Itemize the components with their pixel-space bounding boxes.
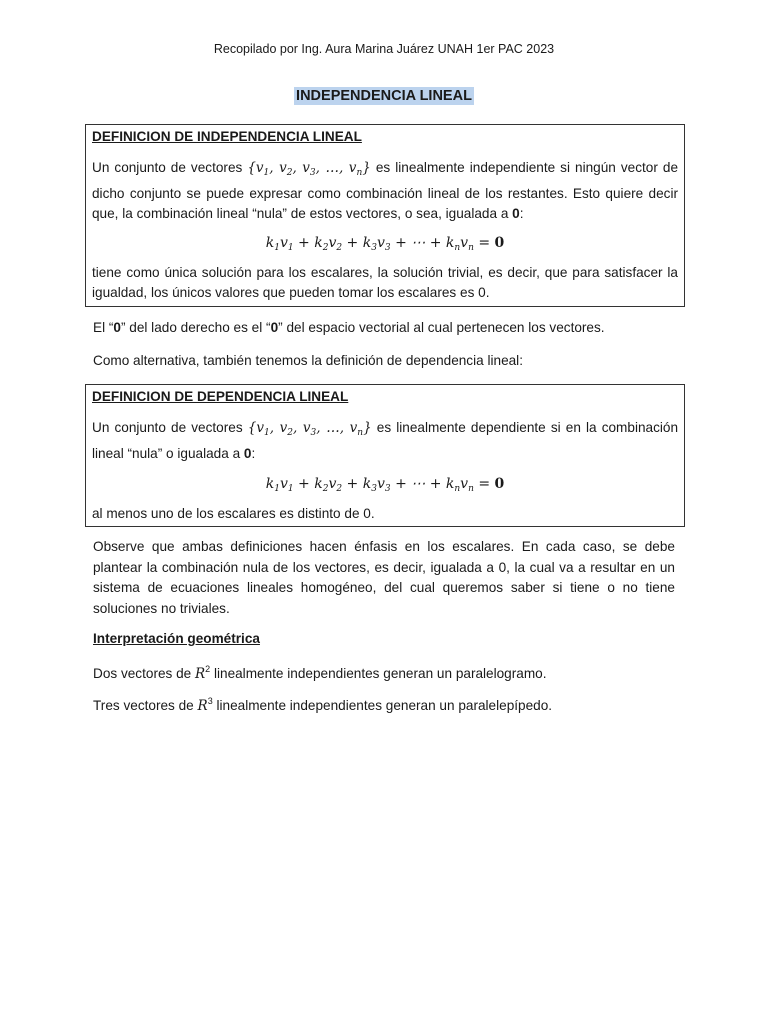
text: linealmente independientes generan un paralelepípedo.: [212, 698, 553, 713]
page-title: INDEPENDENCIA LINEAL: [296, 88, 472, 104]
solution-paragraph: tiene como única solución para los escalares, la solución trivial, es decir, que para satisfacer la igualdad, los únicos valores que pueden tomar los escalares es 0.: [92, 264, 678, 300]
exponent: 2: [205, 664, 211, 674]
text: ” del lado derecho es el “: [120, 320, 271, 335]
definition-box-independence: [85, 124, 685, 307]
page-title-wrap: [0, 88, 768, 104]
text: Un conjunto de vectores: [92, 160, 248, 175]
definition-paragraph: [92, 158, 678, 225]
r-symbol: R: [195, 666, 206, 682]
definition-box-dependence: [85, 384, 685, 527]
interp-line-r2: [93, 664, 675, 682]
observe-paragraph: Observe que ambas definiciones hacen énfasis en los escalares. En cada caso, se debe plantear la combinación nula de los vectores, es decir, igualada a 0, la cual va a resultar en un sistema de ecuaciones lineales homogéneo, del cual queremos saber si tiene o no tiene soluciones no triviales.: [93, 539, 675, 616]
exponent: 3: [207, 696, 213, 706]
zero-bold: 0: [113, 320, 121, 335]
zero-bold: 0: [270, 320, 279, 335]
interp-line-r3: [93, 696, 675, 714]
conclusion-paragraph: al menos uno de los escalares es distinto de 0.: [92, 506, 375, 521]
equation: $k_1v_1 + k_2v_2 + k_3v_3$ + ⋯ + $k_nv_n = 0$: [265, 234, 505, 253]
page-header: Recopilado por Ing. Aura Marina Juárez UNAH 1er PAC 2023: [213, 42, 555, 56]
text: es linealmente independiente si ningún vector de dicho conjunto se puede expresar como combinación lineal de los restantes. Esto quiere decir que, la combinación lineal “nula” de estos vectores, o sea, igualada a: [92, 160, 679, 221]
equation: $k_1v_1 + k_2v_2 + k_3v_3$ + ⋯ + $k_nv_n = 0$: [265, 476, 505, 494]
vector-set: {$v_1$, $v_2$, $v_3$, …, $v_n$}: [247, 420, 372, 438]
alternative-paragraph: Como alternativa, también tenemos la definición de dependencia lineal:: [93, 353, 523, 368]
text: El “: [93, 320, 114, 335]
text: :: [519, 206, 524, 221]
text: Tres vectores de: [93, 698, 198, 713]
text: linealmente independientes generan un paralelogramo.: [210, 666, 547, 681]
r-symbol: R: [197, 698, 208, 714]
zero-bold: 0: [512, 206, 520, 221]
vector-set: {$v_1$, $v_2$, $v_3$, …, $v_n$}: [247, 160, 371, 178]
text: es linealmente dependiente si en la combinación lineal “nula” o igualada a: [92, 420, 679, 461]
text: ” del espacio vectorial al cual pertenecen los vectores.: [278, 320, 605, 335]
box-heading: DEFINICION DE INDEPENDENCIA LINEAL: [92, 129, 362, 144]
box-heading: DEFINICION DE DEPENDENCIA LINEAL: [92, 389, 349, 404]
section-heading: Interpretación geométrica: [93, 631, 260, 646]
note-paragraph: [93, 318, 675, 338]
text: Dos vectores de: [93, 666, 195, 681]
zero-bold: 0: [243, 445, 252, 461]
text: :: [251, 445, 256, 461]
text: Un conjunto de vectores: [92, 420, 248, 435]
definition-paragraph: [92, 418, 678, 464]
